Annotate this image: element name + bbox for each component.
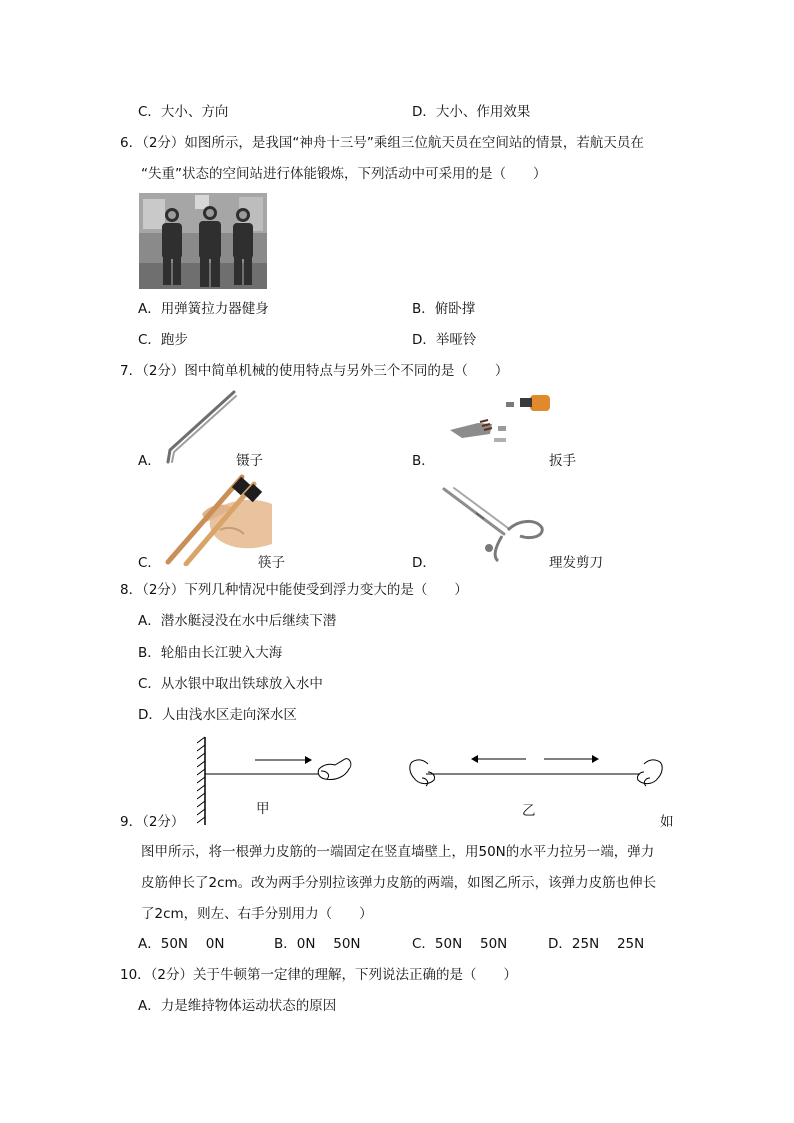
q10-option-a: A．力是维持物体运动状态的原因 bbox=[138, 998, 337, 1014]
astronauts-photo bbox=[139, 193, 267, 289]
q6-option-a: A．用弹簧拉力器健身 bbox=[138, 301, 269, 317]
q7-option-a-letter: A． bbox=[138, 453, 161, 469]
scissors-image bbox=[440, 486, 550, 566]
q9-option-b: B．0N 50N bbox=[274, 936, 361, 952]
q5-option-c: C．大小、方向 bbox=[138, 104, 229, 120]
figure-yi-two-hands-pull bbox=[408, 752, 664, 796]
figure-yi-label: 乙 bbox=[522, 803, 536, 819]
q7-option-d-caption: 理发剪刀 bbox=[549, 555, 603, 571]
q6-stem-line2: “失重”状态的空间站进行体能锻炼，下列活动中可采用的是（ ） bbox=[141, 166, 547, 182]
q7-option-d-letter: D． bbox=[412, 555, 436, 571]
q8-option-a: A．潜水艇浸没在水中后继续下潜 bbox=[138, 613, 337, 629]
q7-stem: 7．（2分）图中简单机械的使用特点与另外三个不同的是（ ） bbox=[120, 363, 509, 379]
q6-option-c: C．跑步 bbox=[138, 332, 188, 348]
q6-stem-line1: 6．（2分）如图所示，是我国“神舟十三号”乘组三位航天员在空间站的情景，若航天员在 bbox=[120, 135, 644, 151]
q9-stem-line3: 了2cm，则左、右手分别用力（ ） bbox=[141, 906, 373, 922]
q6-option-d: D．举哑铃 bbox=[412, 332, 477, 348]
q8-option-d: D．人由浅水区走向深水区 bbox=[138, 707, 297, 723]
q9-option-c: C．50N 50N bbox=[412, 936, 508, 952]
figure-jia-wall-pull bbox=[195, 735, 355, 827]
q9-option-d: D．25N 25N bbox=[548, 936, 645, 952]
wrench-image bbox=[448, 392, 552, 448]
q8-option-c: C．从水银中取出铁球放入水中 bbox=[138, 676, 323, 692]
q6-option-b: B．俯卧撑 bbox=[412, 301, 476, 317]
q5-option-d: D．大小、作用效果 bbox=[412, 104, 531, 120]
q9-number: 9．（2分） bbox=[120, 814, 185, 830]
q9-stem-line1: 图甲所示，将一根弹力皮筋的一端固定在竖直墙壁上，用50N的水平力拉另一端，弹力 bbox=[141, 844, 655, 860]
q9-ru: 如 bbox=[660, 814, 674, 830]
q9-stem-line2: 皮筋伸长了2cm。改为两手分别拉该弹力皮筋的两端，如图乙所示，该弹力皮筋也伸长 bbox=[141, 875, 657, 891]
q9-option-a: A．50N 0N bbox=[138, 936, 225, 952]
q8-stem: 8．（2分）下列几种情况中能使受到浮力变大的是（ ） bbox=[120, 582, 468, 598]
tweezers-image bbox=[160, 388, 240, 464]
q10-stem: 10．（2分）关于牛顿第一定律的理解，下列说法正确的是（ ） bbox=[120, 967, 518, 983]
q7-option-b-caption: 扳手 bbox=[549, 453, 576, 469]
q8-option-b: B．轮船由长江驶入大海 bbox=[138, 645, 283, 661]
q7-option-b-letter: B． bbox=[412, 453, 435, 469]
q7-option-c-letter: C． bbox=[138, 555, 161, 571]
q7-option-c-caption: 筷子 bbox=[258, 555, 285, 571]
figure-jia-label: 甲 bbox=[256, 801, 270, 817]
q7-option-a-caption: 镊子 bbox=[236, 453, 263, 469]
